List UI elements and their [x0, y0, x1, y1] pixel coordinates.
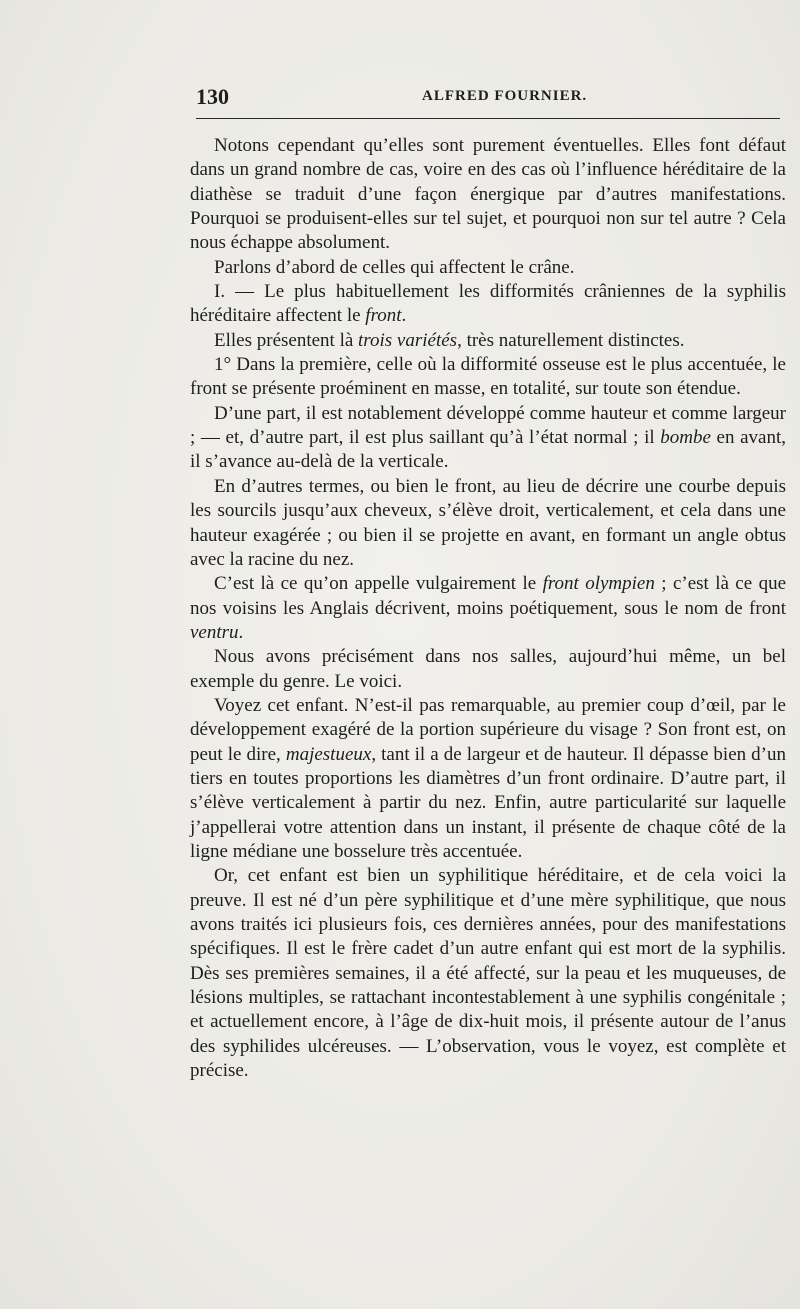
body-text [190, 134, 786, 1083]
italic-term: front olympien [542, 573, 655, 595]
paragraph: Voyez cet enfant. N’est-il pas remarquable, au premier coup d’œil, par le développement exagéré de la portion supérieure du visage ? Son front est, on peut le dire, majestueux, tant il a de largeur et de hauteur. Il dépasse bien d’un tiers en toutes proportions les diamètres d’un front ordinaire. D’autre part, il s’élève verticalement à partir du nez. Enfin, autre particularité sur laquelle j’appellerai votre attention dans un instant, il présente de chaque côté de la ligne médiane une bosselure très accentuée. [190, 694, 787, 862]
italic-term: bombe [660, 427, 711, 449]
italic-term: ventru [190, 621, 239, 643]
paragraph: D’une part, il est notablement développé comme hauteur et comme largeur ; — et, d’autre part, il est plus saillant qu’à l’état normal ; il bombe en avant, il s’avance au-delà de la verticale. [190, 402, 786, 473]
italic-term: trois variétés [358, 329, 458, 351]
italic-term: front [365, 305, 402, 327]
page-header [196, 84, 780, 112]
paragraph: C’est là ce qu’on appelle vulgairement le front olympien ; c’est là ce que nos voisins les Anglais décrivent, moins poétiquement, sous le nom de front ventru. [190, 573, 786, 643]
paragraph: 1° Dans la première, celle où la difformité osseuse est le plus accentuée, le front se présente proéminent en masse, en totalité, sur toute son étendue. [190, 354, 786, 400]
italic-term: majestueux [285, 743, 372, 765]
page-number: 130 [196, 84, 229, 109]
paragraph: Elles présentent là trois variétés, très naturellement distinctes. [214, 329, 685, 351]
paragraph: Nous avons précisément dans nos salles, aujourd’hui même, un bel exemple du genre. Le voici. [190, 646, 786, 692]
header-rule [196, 118, 780, 119]
paragraph: I. — Le plus habituellement les difformités crâniennes de la syphilis héréditaire affectent le front. [190, 281, 786, 327]
paragraph: Or, cet enfant est bien un syphilitique héréditaire, et de cela voici la preuve. Il est né d’un père syphilitique et d’une mère syphilitique, que nous avons traités ici plusieurs fois, ces dernières années, pour des manifestations spécifiques. Il est le frère cadet d’un autre enfant qui est mort de la syphilis. Dès ses premières semaines, il a été affecté, sur la peau et les muqueuses, de lésions multiples, se rattachant incontestablement à une syphilis congénitale ; et actuellement encore, à l’âge de dix-huit mois, il présente autour de l’anus des syphilides ulcéreuses. — L’observation, vous le voyez, est complète et précise. [190, 865, 786, 1082]
paragraph: Notons cependant qu’elles sont purement éventuelles. Elles font défaut dans un grand nombre de cas, voire en des cas où l’influence héréditaire de la diathèse se traduit d’une façon énergique par d’autres manifestations. Pourquoi se produisent-elles sur tel sujet, et pourquoi non sur tel autre ? Cela nous échappe absolument. [190, 135, 786, 254]
running-title: ALFRED FOURNIER. [422, 88, 588, 104]
paragraph: Parlons d’abord de celles qui affectent le crâne. [214, 256, 575, 278]
paragraph: En d’autres termes, ou bien le front, au lieu de décrire une courbe depuis les sourcils jusqu’aux cheveux, s’élève droit, verticalement, et cela dans une hauteur exagérée ; ou bien il se projette en avant, en formant un angle obtus avec la racine du nez. [190, 475, 786, 570]
